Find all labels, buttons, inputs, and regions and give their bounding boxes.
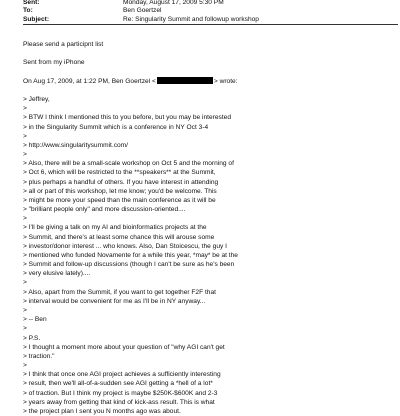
- quoted-line: > the project plan I sent you N months ago was about.: [23, 407, 181, 415]
- sent-label: Sent:: [23, 0, 40, 6]
- quoted-line: >: [23, 105, 27, 113]
- quoted-line: > I think that once one AGI project achieves a sufficiently interesting: [23, 371, 221, 379]
- quoted-line: > traction.": [23, 352, 55, 360]
- quoted-line: > all or part of this workshop, let me know; you'd be welcome. This: [23, 187, 217, 195]
- to-value: Ben Goertzel: [123, 7, 162, 14]
- quoted-line: > I'll be giving a talk on my AI and bioinformatics projects at the: [23, 224, 207, 232]
- quoted-line: > Summit, and there's at least some chance this will arouse some: [23, 233, 215, 241]
- quoted-line: > Also, apart from the Summit, if you want to get together F2F that: [23, 288, 216, 296]
- quoted-line: >: [23, 306, 27, 314]
- quoted-line: >: [23, 132, 27, 140]
- quoted-line: > interval would be convenient for me as I'll be in NY anyway...: [23, 297, 206, 305]
- quoted-line: > years away from getting that kind of kick-ass result. This is what: [23, 398, 215, 406]
- quote-intro-start: On Aug 17, 2009, at 1:22 PM, Ben Goertzel <: [23, 77, 156, 85]
- header-divider: [23, 24, 398, 25]
- quoted-line: > Summit and follow-up discussions (though I can't be sure as he's been: [23, 261, 235, 269]
- quote-intro-end: > wrote:: [213, 77, 238, 85]
- blank-line: [23, 49, 393, 58]
- quoted-line: > of traction. But I think my project is maybe $250K-$600K and 2-3: [23, 389, 218, 397]
- quoted-line: >: [23, 151, 27, 159]
- blank-line: [23, 68, 393, 77]
- quoted-line: > P.S.: [23, 334, 41, 342]
- quoted-line: > plus perhaps a handful of others. If you have interest in attending: [23, 178, 219, 186]
- quoted-line: > BTW I think I mentioned this to you before, but you may be interested: [23, 114, 231, 122]
- email-body: [23, 40, 393, 416]
- quote-intro: [23, 77, 393, 86]
- quoted-line: > Also, there will be a small-scale workshop on Oct 5 and the morning of: [23, 160, 234, 168]
- quoted-line: > -- Ben: [23, 316, 47, 324]
- quoted-line: > mentioned who funded Novamente for a while this year, *may* be at the: [23, 251, 238, 259]
- to-label: To:: [23, 7, 33, 14]
- quoted-line: > very elusive lately)....: [23, 270, 91, 278]
- quoted-line: >: [23, 279, 27, 287]
- quoted-text: [23, 95, 393, 416]
- quoted-line: > http://www.singularitysummit.com/: [23, 141, 128, 149]
- quoted-line: > might be more your speed than the main conference as it will be: [23, 196, 216, 204]
- subject-label: Subject:: [23, 16, 50, 23]
- blank-line: [23, 86, 393, 95]
- redaction-bar: [157, 77, 213, 84]
- sent-value: Monday, August 17, 2009 5:30 PM: [123, 0, 224, 6]
- quoted-line: > I thought a moment more about your question of "why AGI can't get: [23, 343, 225, 351]
- quoted-line: >: [23, 325, 27, 333]
- quoted-line: > investor/donor interest ... who knows. Also, Dan Stoicescu, the guy I: [23, 242, 227, 250]
- reply-line: Please send a participnt list: [23, 41, 104, 48]
- subject-value: Re: Singularity Summit and followup workshop: [123, 16, 259, 23]
- quoted-line: > Jeffrey,: [23, 96, 50, 104]
- quoted-line: > in the Singularity Summit which is a conference in NY Oct 3-4: [23, 123, 209, 131]
- quoted-line: > result, then we'll all-of-a-sudden see AGI getting a *hell of a lot*: [23, 380, 213, 388]
- quoted-line: >: [23, 362, 27, 370]
- quoted-line: > Oct 6, which will be restricted to the **speakers** at the Summit,: [23, 169, 216, 177]
- quoted-line: >: [23, 215, 27, 223]
- quoted-line: > "brilliant people only" and more discussion-oriented....: [23, 206, 186, 214]
- signature: Sent from my iPhone: [23, 59, 85, 67]
